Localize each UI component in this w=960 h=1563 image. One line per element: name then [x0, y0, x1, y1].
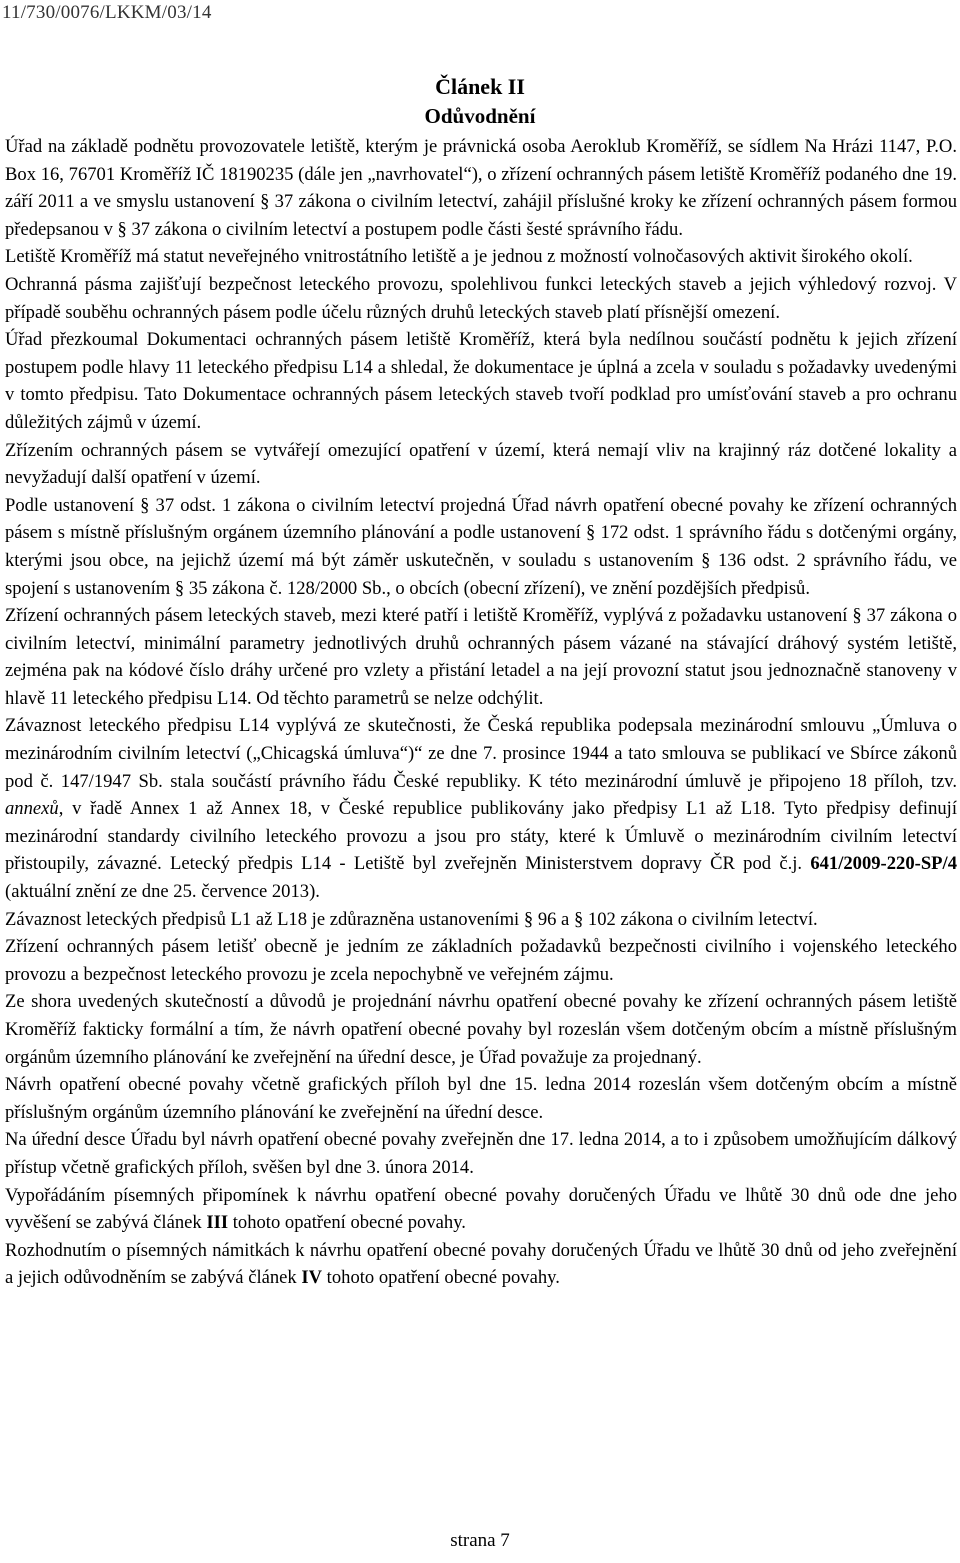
document-body [5, 133, 957, 1292]
paragraph-public-interest: Zřízení ochranných pásem letišť obecně je jedním ze základních požadavků bezpečnosti civilního i vojenského leteckého provozu a bezpečnost leteckého provozu je zcela nepochybně ve veřejném zájmu. [5, 936, 957, 985]
paragraph-remarks [5, 1182, 957, 1237]
treaty-reference-number: 641/2009-220-SP/4 [810, 853, 957, 875]
paragraph-protection-zones: Ochranná pásma zajišťují bezpečnost leteckého provozu, spolehlivou funkci leteckých staveb a jejich výhledový rozvoj. V případě souběhu ochranných pásem podle účelu různých druhů leteckých staveb platí přísnější omezení. [5, 273, 957, 323]
paragraph-publication: Na úřední desce Úřadu byl návrh opatření obecné povahy zveřejněn dne 17. ledna 2014, a to i způsobem umožňujícím dálkový přístup včetně grafických příloh, svěšen byl dne 3. února 2014. [5, 1129, 957, 1178]
treaty-annex-term: annexů [5, 798, 59, 820]
article-title: Článek II [435, 74, 525, 99]
remarks-text-1: Vypořádáním písemných připomínek k návrhu opatření obecné povahy doručených Úřadu ve lhůtě 30 dnů ode dne jeho vyvěšení se zabývá článek [5, 1184, 957, 1234]
objections-article-number: IV [301, 1267, 323, 1289]
paragraph-objections [5, 1237, 957, 1292]
treaty-text-3: (aktuální znění ze dne 25. července 2013). [5, 881, 320, 903]
paragraph-distribution: Návrh opatření obecné povahy včetně grafických příloh byl dne 15. ledna 2014 rozeslán všem dotčeným obcím a místně příslušným orgánům územního plánování ke zveřejnění na úřední desce. [5, 1074, 957, 1123]
paragraph-regulations-binding: Závaznost leteckých předpisů L1 až L18 je zdůrazněna ustanoveními § 96 a § 102 zákona o civilním letectví. [5, 908, 818, 930]
remarks-article-number: III [206, 1212, 229, 1234]
paragraph-legal-basis: Podle ustanovení § 37 odst. 1 zákona o civilním letectví projedná Úřad návrh opatření obecné povahy ke zřízení ochranných pásem s místně příslušným orgánem územního plánování a podle ustanovení § 172 odst. 1 správního řádu s dotčenými orgány, kterými jsou obce, na jejichž území má být záměr uskutečněn, v souladu s ustanovením § 136 odst. 2 správního řádu, ve spojení s ustanovením § 35 zákona č. 128/2000 Sb., o obcích (obecní zřízení), ve znění pozdějších předpisů. [5, 494, 957, 599]
treaty-text-1: Závaznost leteckého předpisu L14 vyplývá ze skutečnosti, že Česká republika podepsala mezinárodní smlouvu „Úmluva o mezinárodním civilním letectví („Chicagská úmluva“)“ ze dne 7. prosince 1944 a tato smlouva se publikací ve Sbírce zákonů pod č. 147/1947 Sb. stala součástí právního řádu České republiky. K této mezinárodní úmluvě je připojeno 18 příloh, tzv. [5, 715, 957, 792]
paragraph-treaty [5, 712, 957, 905]
treaty-text-2: , v řadě Annex 1 až Annex 18, v České republice publikovány jako předpisy L1 až L18. Tyto předpisy definují mezinárodní standardy civilního leteckého provozu a jsou pro státy, které k Úmluvě o mezinárodním civilním letectví přistoupily, závazné. Letecký předpis L14 - Letiště byl zveřejněn Ministerstvem dopravy ČR pod č.j. [5, 798, 957, 875]
section-title: Odůvodnění [424, 104, 536, 128]
document-reference-number: 11/730/0076/LKKM/03/14 [2, 2, 212, 23]
objections-text-1: Rozhodnutím o písemných námitkách k návrhu opatření obecné povahy doručených Úřadu ve lhůtě 30 dnů od jeho zveřejnění a jejich odůvodněním se zabývá článek [5, 1239, 957, 1289]
paragraph-restrictions: Zřízením ochranných pásem se vytvářejí omezující opatření v území, která nemají vliv na krajinný ráz dotčené lokality a nevyžadují další opatření v území. [5, 439, 957, 489]
paragraph-requirements: Zřízení ochranných pásem leteckých staveb, mezi které patří i letiště Kroměříž, vyplývá z požadavku ustanovení § 37 zákona o civilním letectví, minimální parametry jednotlivých druhů ochranných pásem vázané na stávající dráhový systém letiště, zejména pak na kódové číslo dráhy určené pro vzlety a přistání letadel a na její provozní statut jsou jednoznačně stanoveny v hlavě 11 leteckého předpisu L14. Od těchto parametrů se nelze odchýlit. [5, 605, 957, 709]
page-number: strana 7 [450, 1530, 510, 1551]
paragraph-documentation-review: Úřad přezkoumal Dokumentaci ochranných pásem letiště Kroměříž, která byla nedílnou součástí podnětu k jejich zřízení postupem podle hlavy 11 leteckého předpisu L14 a shledal, že dokumentace je úplná a zcela v souladu s požadavky uvedenými v tomto předpisu. Tato Dokumentace ochranných pásem leteckých staveb tvoří podklad pro umísťování staveb a pro ochranu důležitých zájmů v území. [5, 329, 957, 433]
paragraph-airport-status: Letiště Kroměříž má statut neveřejného vnitrostátního letiště a je jednou z možností volnočasových aktivit širokého okolí. [5, 246, 913, 268]
remarks-text-2: tohoto opatření obecné povahy. [228, 1212, 466, 1234]
paragraph-consideration: Ze shora uvedených skutečností a důvodů je projednání návrhu opatření obecné povahy ke zřízení ochranných pásem letiště Kroměříž fakticky formální a tím, že návrh opatření obecné povahy byl rozeslán všem dotčeným obcím a místně příslušným orgánům územního plánování ke zveřejnění na úřední desce, je Úřad považuje za projednaný. [5, 991, 957, 1068]
objections-text-2: tohoto opatření obecné povahy. [322, 1267, 560, 1289]
paragraph-initiation: Úřad na základě podnětu provozovatele letiště, kterým je právnická osoba Aeroklub Kroměříž, se sídlem Na Hrázi 1147, P.O. Box 16, 76701 Kroměříž IČ 18190235 (dále jen „navrhovatel“), o zřízení ochranných pásem letiště Kroměříž podaného dne 19. září 2011 a ve smyslu ustanovení § 37 zákona o civilním letectví, zahájil příslušné kroky ke zřízení ochranných pásem formou předepsanou v § 37 zákona o civilním letectví a postupem podle části šesté správního řádu. [5, 136, 957, 240]
